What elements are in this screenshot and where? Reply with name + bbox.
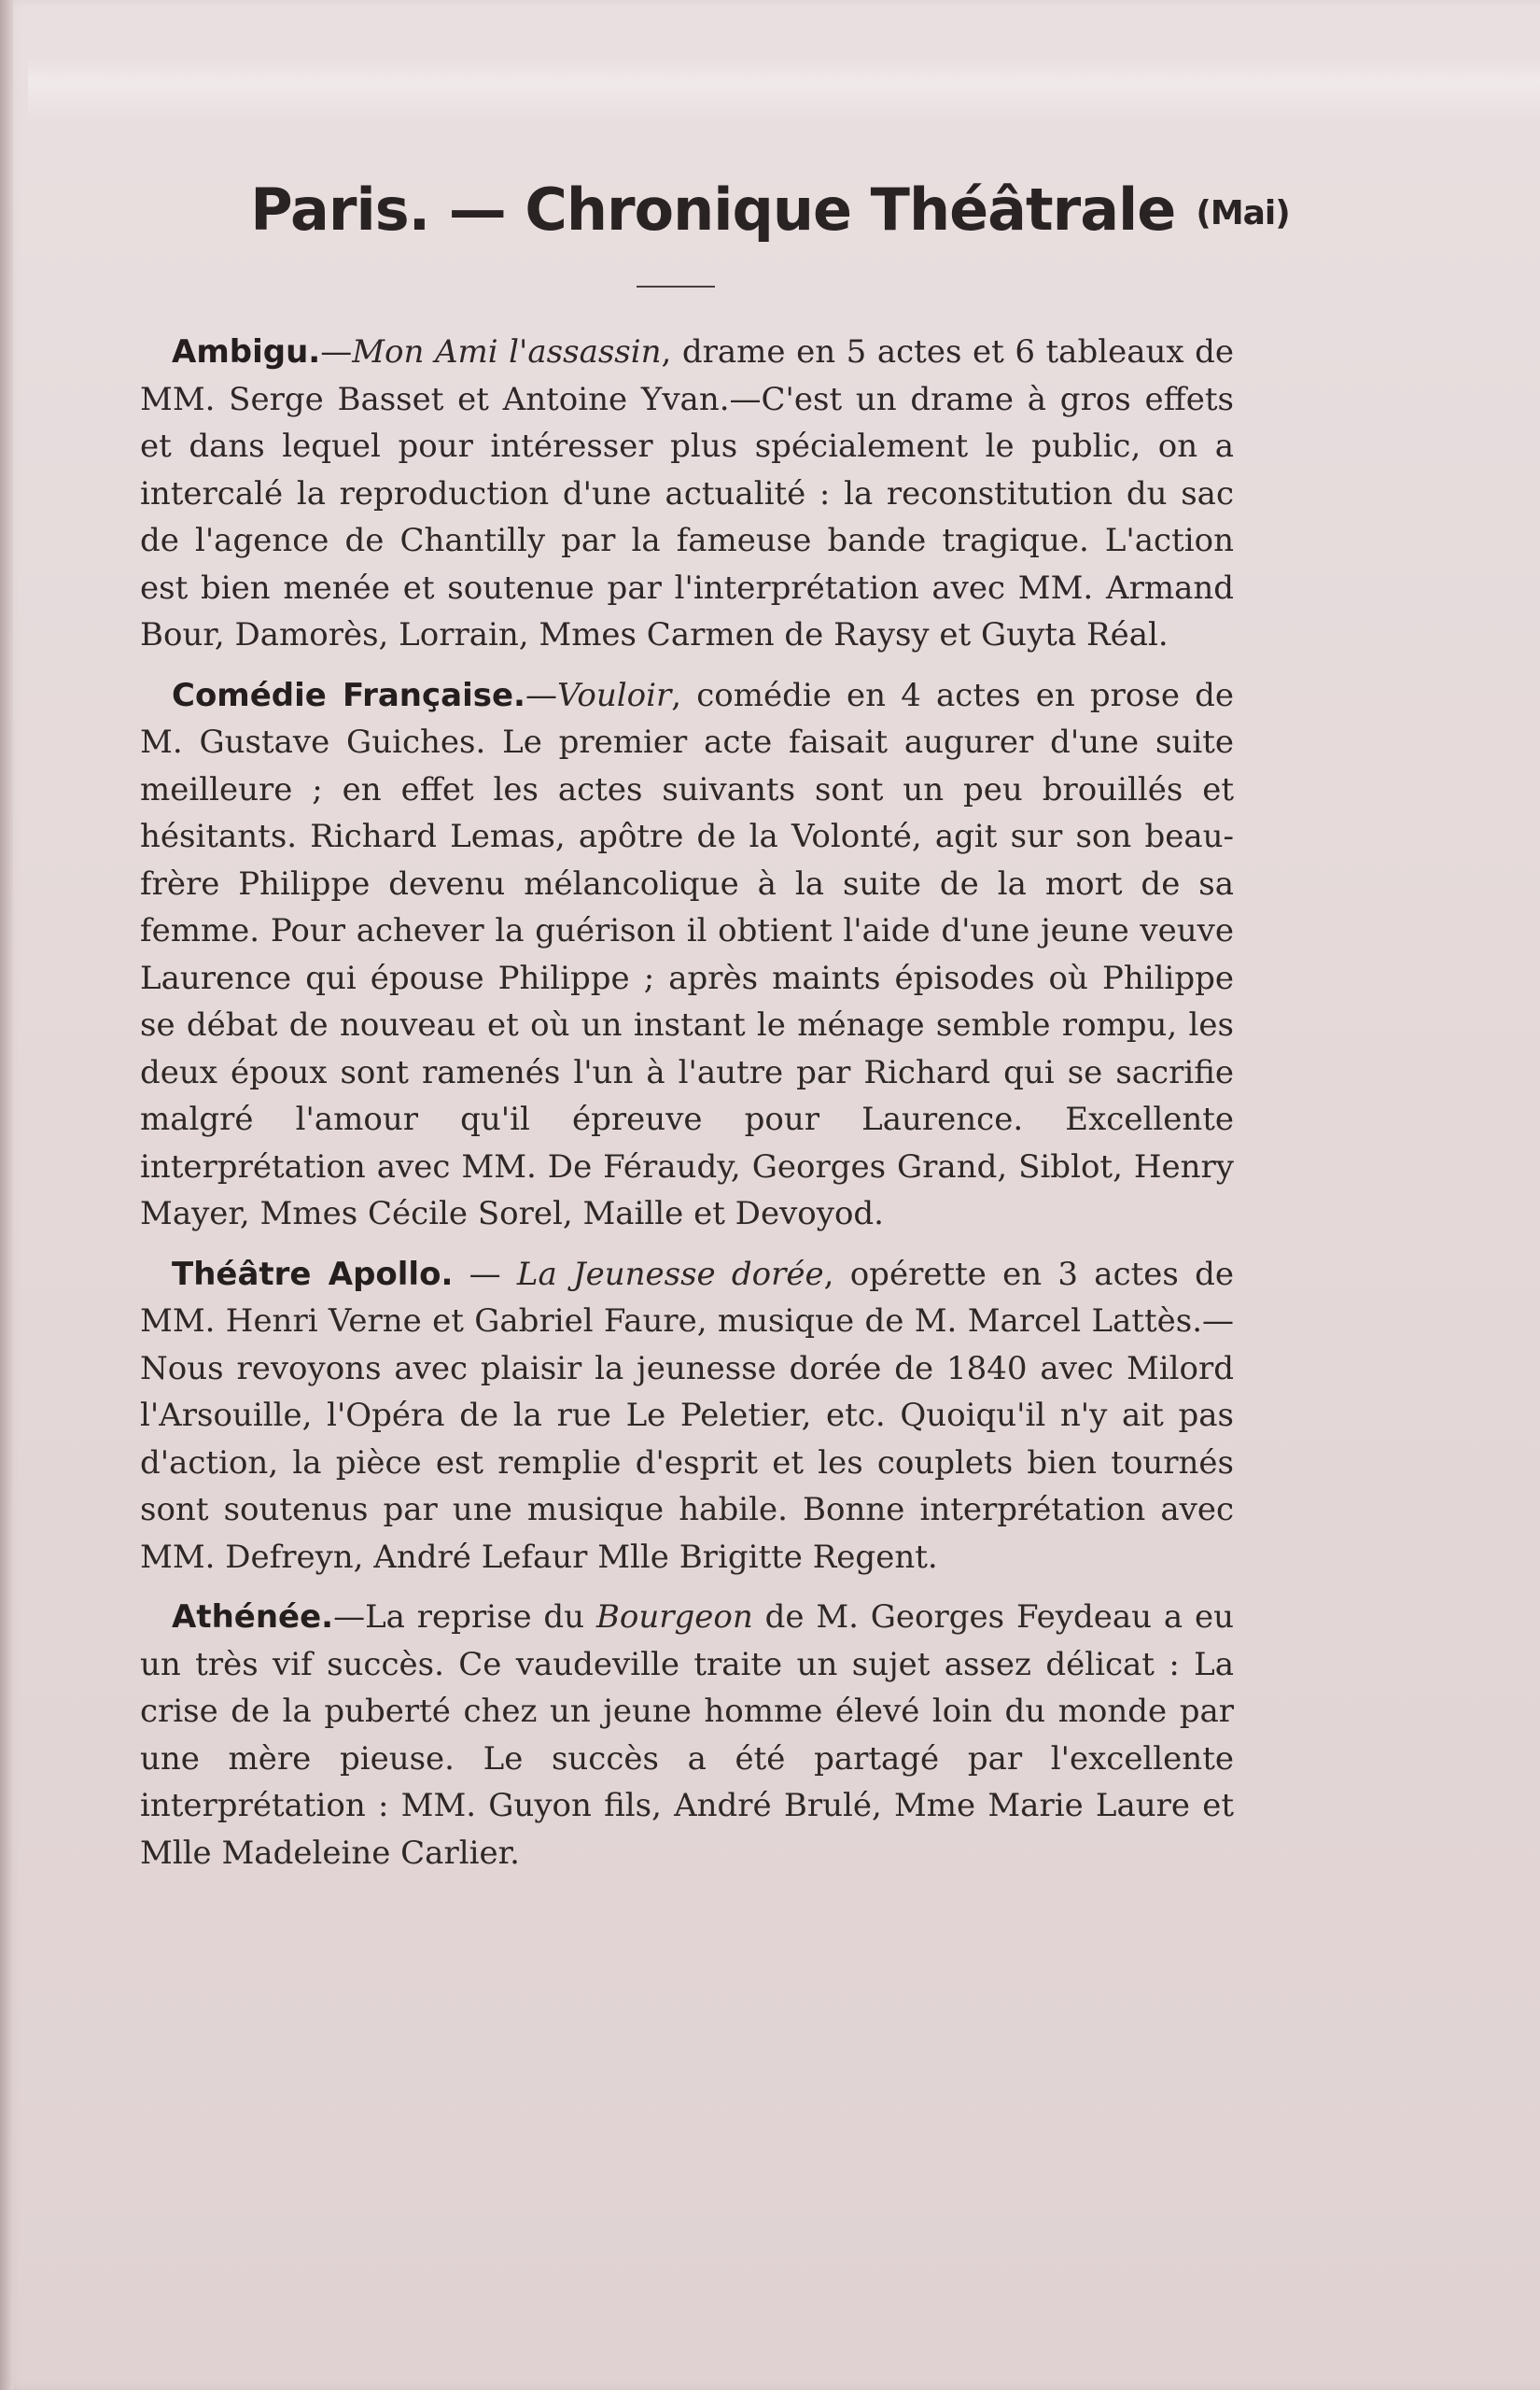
title-text: Paris. — Chronique Théâtrale (250, 176, 1176, 244)
review-comedie-francaise (140, 672, 1234, 1238)
play-title: La Jeunesse dorée (516, 1255, 824, 1293)
review-athenee (140, 1594, 1234, 1877)
dash: — (453, 1255, 517, 1293)
review-text-before: La reprise du (365, 1598, 596, 1636)
review-text: , comédie en 4 actes en prose de M. Gustave Guiches. Le premier acte faisait augurer d'une suite meilleure ; en effet les actes suivants sont un peu brouillés et hésitants. Richard Lemas, apôtre de la Volonté, agit sur son beau-frère Philippe devenu mélancolique à la suite de la mort de sa femme. Pour achever la guérison il obtient l'aide d'une jeune veuve Laurence qui épouse Philippe ; après maints épisodes où Philippe se débat de nouveau et où un instant le ménage semble rompu, les deux époux sont ramenés l'un à l'autre par Richard qui se sacrifie malgré l'amour qu'il épreuve pour Laurence. Excellente interprétation avec MM. De Féraudy, Georges Grand, Siblot, Henry Mayer, Mmes Cécile Sorel, Maille et Devoyod. (140, 676, 1235, 1232)
page-title (0, 176, 1540, 244)
review-text: de M. Georges Feydeau a eu un très vif succès. Ce vaudeville traite un sujet assez délicat : La crise de la puberté chez un jeune homme élevé loin du monde par une mère pieuse. Le succès a été partagé par l'excellente interprétation : MM. Guyon fils, André Brulé, Mme Marie Laure et Mlle Madeleine Carlier. (140, 1598, 1234, 1872)
paper-crease (28, 56, 1540, 121)
play-title: Mon Ami l'assassin (352, 333, 662, 371)
article-body (140, 329, 1234, 1890)
venue-name: Théâtre Apollo. (172, 1255, 454, 1293)
review-ambigu (140, 329, 1234, 659)
play-title: Bourgeon (595, 1598, 753, 1636)
review-text: , drame en 5 actes et 6 tableaux de MM. Serge Basset et Antoine Yvan.—C'est un drame à gros effets et dans lequel pour intéresser plus spécialement le public, on a intercalé la reproduction d'une actualité : la reconstitution du sac de l'agence de Chantilly par la fameuse bande tragique. L'action est bien menée et soutenue par l'interprétation avec MM. Armand Bour, Damorès, Lorrain, Mmes Carmen de Raysy et Guyta Réal. (140, 333, 1235, 654)
play-title: Vouloir (556, 676, 672, 714)
title-month: (Mai) (1196, 194, 1290, 232)
dash: — (333, 1598, 366, 1636)
venue-name: Athénée. (172, 1598, 334, 1636)
review-theatre-apollo (140, 1251, 1234, 1582)
page-edge (0, 0, 13, 2390)
review-text: , opérette en 3 actes de MM. Henri Verne et Gabriel Faure, musique de M. Marcel Lattès.—Nous revoyons avec plaisir la jeunesse dorée de 1840 avec Milord l'Arsouille, l'Opéra de la rue Le Peletier, etc. Quoiqu'il n'y ait pas d'action, la pièce est remplie d'esprit et les couplets bien tournés sont soutenus par une musique habile. Bonne interprétation avec MM. Defreyn, André Lefaur Mlle Brigitte Regent. (140, 1255, 1234, 1576)
dash: — (525, 676, 557, 714)
venue-name: Ambigu. (172, 333, 321, 371)
venue-name: Comédie Française. (172, 676, 525, 714)
title-divider (637, 286, 715, 288)
dash: — (320, 333, 353, 371)
